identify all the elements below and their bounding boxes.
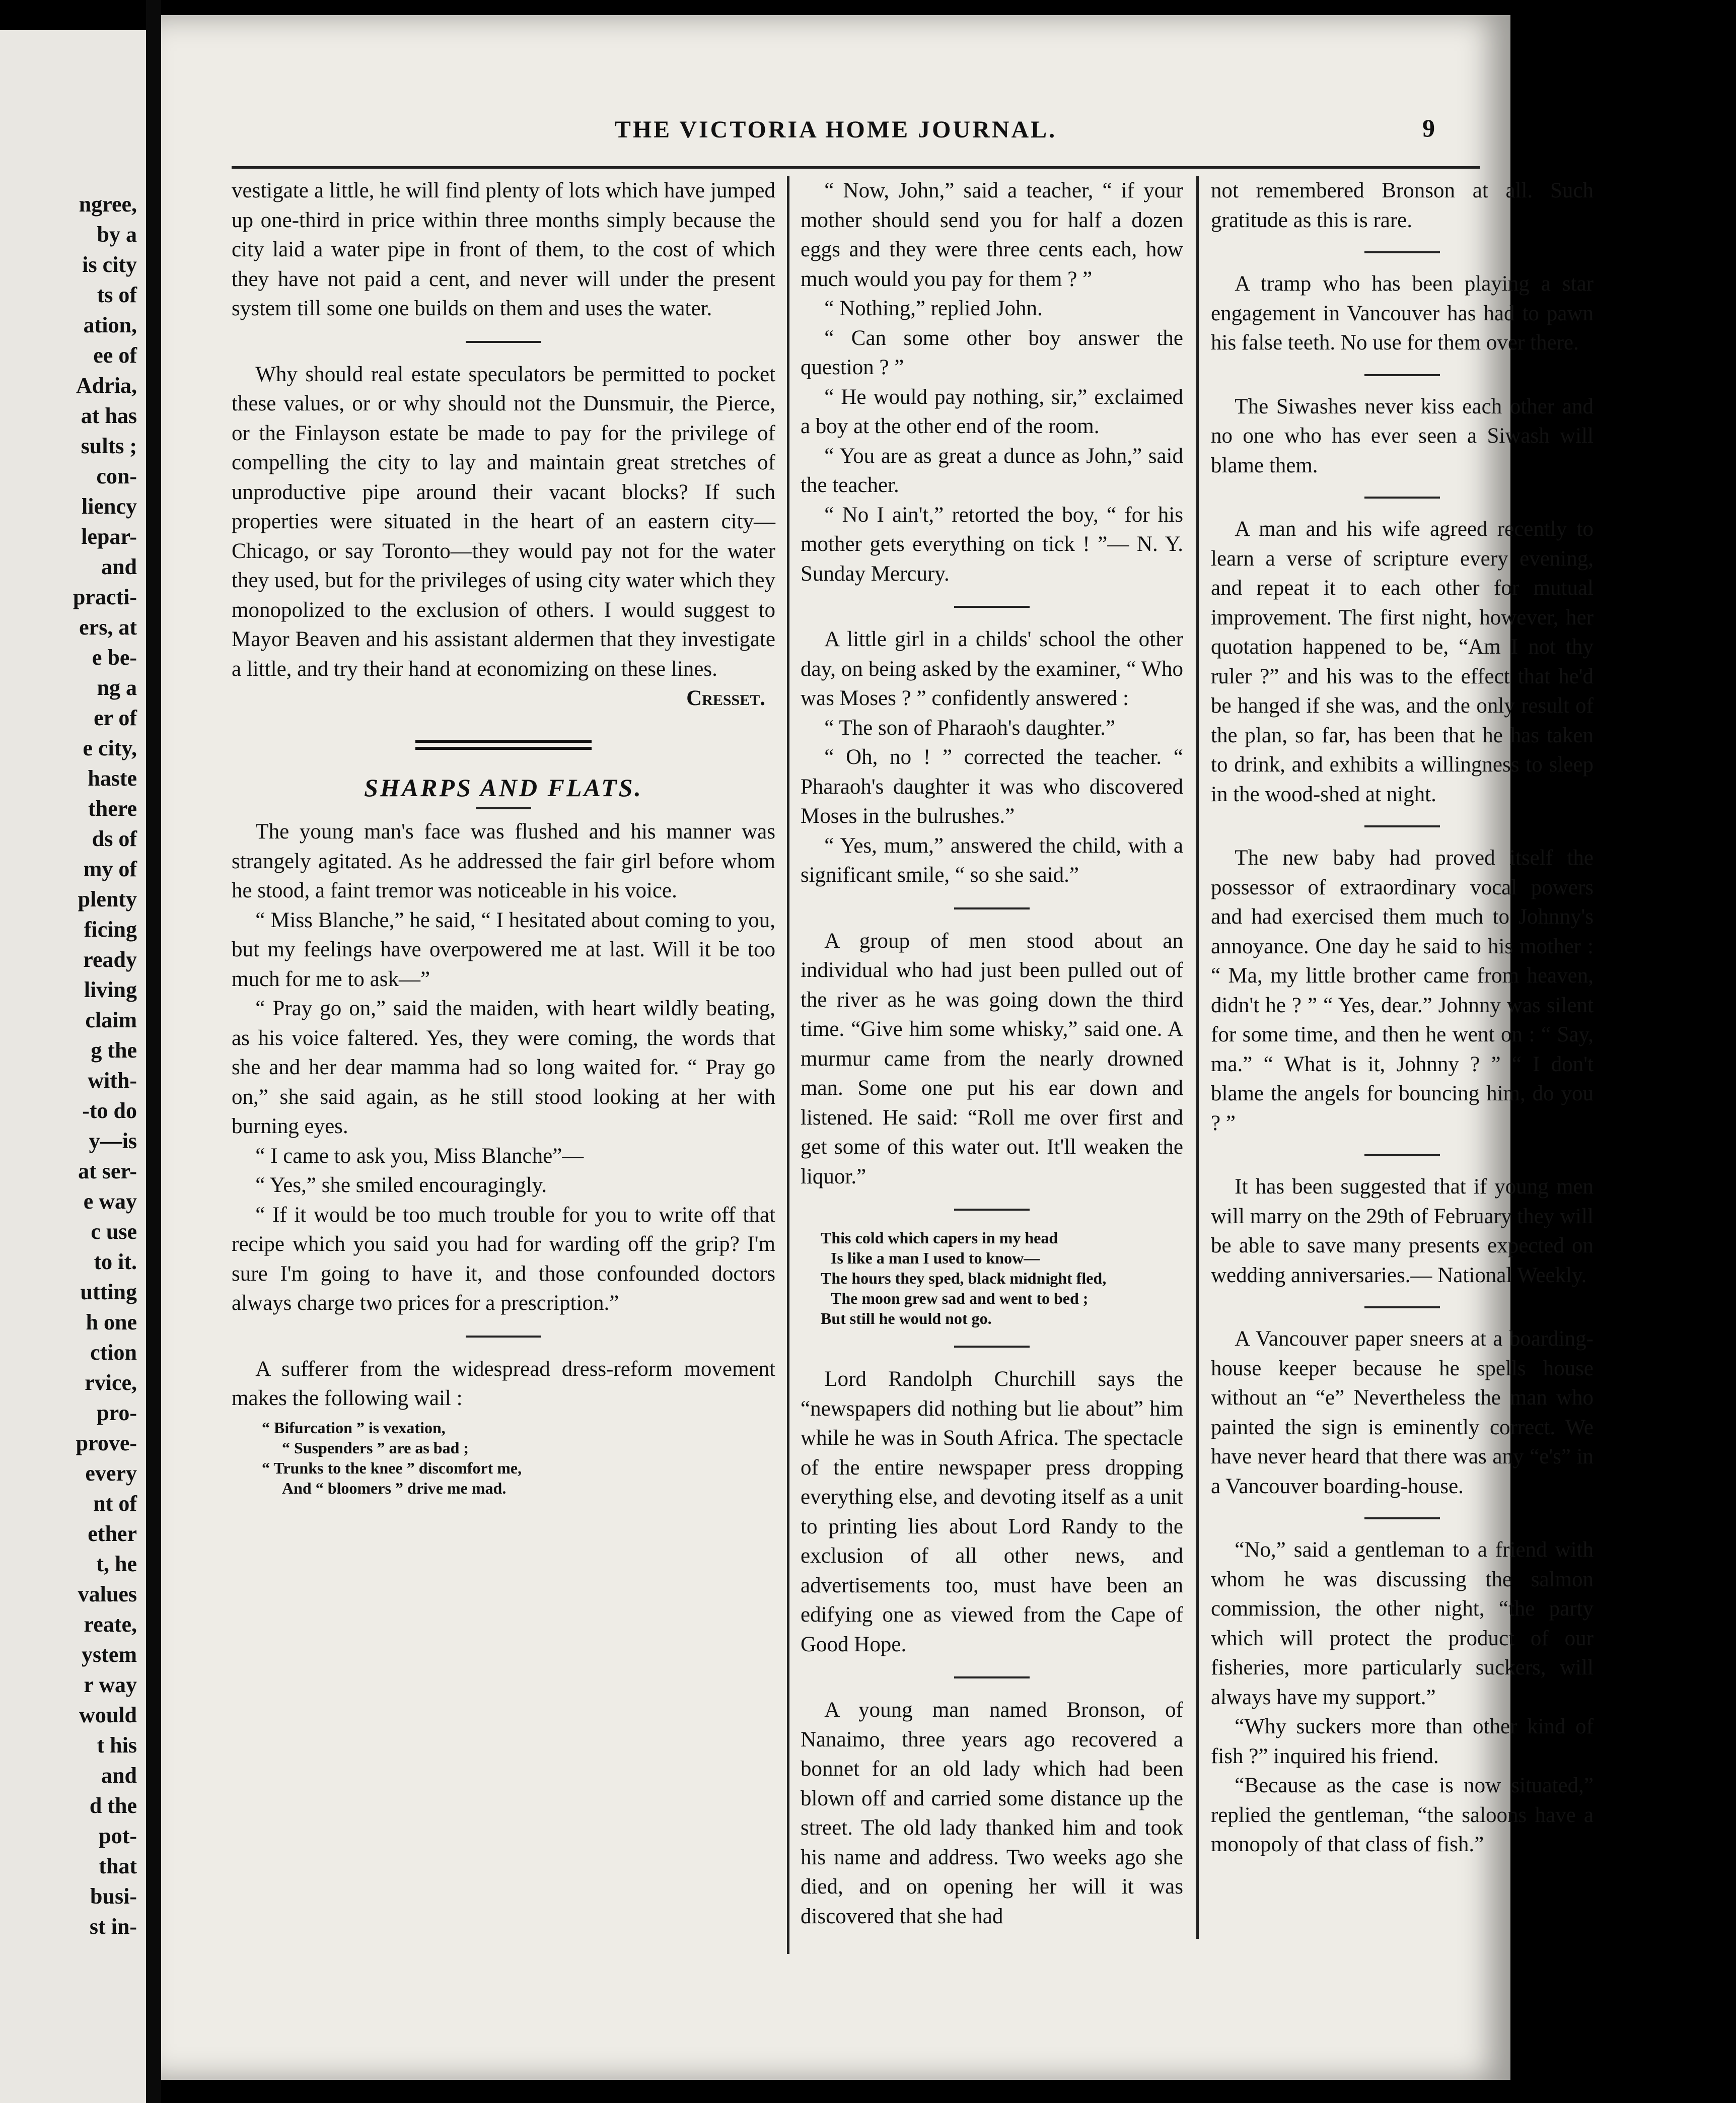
page-number: 9 xyxy=(1422,114,1435,142)
paragraph: “ He would pay nothing, sir,” exclaimed a boy at the other end of the room. xyxy=(801,385,1183,438)
fragment-line: to it. xyxy=(94,1249,137,1274)
fragment-line: that xyxy=(99,1854,137,1878)
separator-rule xyxy=(1364,1517,1440,1519)
fragment-line: and xyxy=(101,1763,137,1788)
fragment-line: pot- xyxy=(99,1824,137,1848)
column-rule xyxy=(787,176,789,1954)
fragment-line: Adria, xyxy=(76,373,137,398)
verse-line: But still he would not go. xyxy=(821,1309,992,1327)
fragment-line: by a xyxy=(97,222,137,247)
verse-line: “ Trunks to the knee ” discomfort me, xyxy=(262,1458,522,1477)
fragment-line: t his xyxy=(97,1733,137,1758)
fragment-line: plenty xyxy=(78,887,137,912)
fragment-line: ready xyxy=(83,947,137,972)
paragraph: A young man named Bronson, of Nanaimo, three years ago recovered a bonnet for an old lady which had been blown off and carried some distance up the street. The old lady thanked him and took his name and address. Two weeks ago she died, and on opening her will it was discovered that she had xyxy=(801,1698,1183,1928)
section-double-rule xyxy=(415,740,592,750)
fragment-line: liency xyxy=(82,494,137,519)
fragment-line: pro- xyxy=(97,1400,137,1425)
fragment-line: e be- xyxy=(92,645,137,670)
fragment-line: haste xyxy=(88,766,137,791)
paragraph: Lord Randolph Churchill says the “newspapers did nothing but lie about” him while he was in South Africa. The spectacle of the entire newspaper press dropping everything else, and devoting itself as a unit to printing lies about Lord Randy to the exclusion of all other news, and advertisements too, must have been an edifying one as viewed from the Cape of Good Hope. xyxy=(801,1367,1183,1656)
fragment-line: er of xyxy=(94,706,137,730)
paragraph: “ Can some other boy answer the question ? ” xyxy=(801,326,1183,379)
fragment-line: ficing xyxy=(84,917,137,942)
paragraph: “ I came to ask you, Miss Blanche”— xyxy=(255,1144,584,1168)
fragment-line: my of xyxy=(83,857,137,881)
fragment-line: e city, xyxy=(83,736,137,760)
separator-rule xyxy=(1364,251,1440,253)
newspaper-page xyxy=(161,15,1594,2080)
paragraph: vestigate a little, he will find plenty of lots which have jumped up one-third in price within three months simply because the city laid a water pipe in front of them, to the cost of which they have not paid a cent, and never will under the present system till some one builds on them and uses the water. xyxy=(232,179,775,320)
signature: Cresset. xyxy=(686,686,765,710)
paragraph: “ The son of Pharaoh's daughter.” xyxy=(824,716,1116,740)
fragment-line: practi- xyxy=(73,585,137,609)
paragraph: The young man's face was flushed and his manner was strangely agitated. As he addressed the fair girl before whom he stood, a faint tremor was noticeable in his voice. xyxy=(232,820,775,902)
fragment-line: ers, at xyxy=(79,615,137,640)
fragment-line: t, he xyxy=(96,1552,137,1576)
separator-rule xyxy=(1364,825,1440,827)
fragment-line: claim xyxy=(85,1008,137,1032)
separator-rule xyxy=(954,1209,1030,1211)
paragraph: A man and his wife agreed recently to learn a verse of scripture every evening, and repeat it to each other for mutual improvement. The first night, however, her quotation happened to be, “Am I not thy ruler ?” and his was to the effect that he'd be hanged if she was, and the only result of the plan, so far, has been that he has taken to drink, and exhibits a willingness to sleep in the wood-shed at night. xyxy=(1211,517,1594,806)
fragment-line: prove- xyxy=(76,1431,137,1455)
fragment-line: at ser- xyxy=(78,1159,137,1183)
paragraph: “ No I ain't,” retorted the boy, “ for his mother gets everything on tick ! ”— N. Y. Sunday Mercury. xyxy=(801,503,1183,586)
fragment-line: ether xyxy=(88,1521,137,1546)
fragment-line: ation, xyxy=(83,313,137,337)
paragraph: “ If it would be too much trouble for you to write off that recipe which you said you had for warding off the grip? I'm sure I'm going to have it, and those confounded doctors always charge two prices for a prescription.” xyxy=(232,1203,775,1315)
paragraph: “ You are as great a dunce as John,” said the teacher. xyxy=(801,444,1183,497)
paragraph: “ Nothing,” replied John. xyxy=(824,297,1043,320)
separator-rule xyxy=(476,807,531,809)
fragment-line: would xyxy=(79,1703,137,1727)
paragraph: The Siwashes never kiss each other and no one who has ever seen a Siwash will blame them. xyxy=(1211,394,1594,477)
paragraph: “No,” said a gentleman to a friend with whom he was discussing the salmon commission, the other night, “the party which will protect the product of our fisheries, more particularly suckers, will always have my support.” xyxy=(1211,1538,1594,1709)
fragment-line: ngree, xyxy=(79,192,137,217)
paragraph: “Why suckers more than other kind of fish ?” inquired his friend. xyxy=(1211,1715,1594,1768)
paragraph: “ Yes,” she smiled encouragingly. xyxy=(255,1173,547,1197)
verse xyxy=(262,1418,775,1498)
fragment-line: -to do xyxy=(82,1098,137,1123)
fragment-line: ystem xyxy=(82,1642,137,1667)
verse-line: “ Suspenders ” are as bad ; xyxy=(282,1438,469,1457)
fragment-line: e way xyxy=(83,1189,137,1214)
verse-line: Is like a man I used to know— xyxy=(831,1249,1040,1267)
paragraph: Why should real estate speculators be permitted to pocket these values, or or why should not the Dunsmuir, the Pierce, or the Finlayson estate be made to pay for the privilege of compelling the city to lay and maintain great stretches of unproductive pipe around their vacant blocks? If such properties were situated in the heart of an eastern city—Chicago, or say Toronto—they would pay not for the water they used, but for the privileges of using city water which they monopolized to the exclusion of others. I would suggest to Mayor Beaven and his assistant aldermen that they investigate a little, and try their hand at economizing on these lines. xyxy=(232,362,775,681)
fragment-line: h one xyxy=(86,1310,137,1335)
separator-rule xyxy=(954,907,1030,909)
separator-rule xyxy=(954,1676,1030,1678)
fragment-line: every xyxy=(85,1461,137,1486)
fragment-line: utting xyxy=(80,1280,137,1304)
paragraph: A sufferer from the widespread dress-reform movement makes the following wail : xyxy=(232,1357,775,1410)
verse xyxy=(821,1228,1183,1328)
paragraph: A tramp who has been playing a star engagement in Vancouver has had to pawn his false teeth. No use for them over there. xyxy=(1211,272,1594,355)
facing-page-fragment xyxy=(0,30,153,2103)
fragment-line: rvice, xyxy=(85,1370,137,1395)
fragment-line: living xyxy=(84,977,137,1002)
paragraph: The new baby had proved itself the possessor of extraordinary vocal powers and had exercised them much to Johnny's annoyance. One day he said to his mother : “ Ma, my little brother came from heaven, didn't he ? ” “ Yes, dear.” Johnny was silent for some time, and then he went on : “ Say, ma.” “ What is it, Johnny ? ” “ I don't blame the angels for bouncing him, do you ? ” xyxy=(1211,846,1594,1135)
paragraph: It has been suggested that if young men will marry on the 29th of February they will be able to save many presents expected on wedding anniversaries.— National Weekly. xyxy=(1211,1175,1594,1287)
paragraph: not remembered Bronson at all. Such gratitude as this is rare. xyxy=(1211,179,1594,232)
separator-rule xyxy=(1364,497,1440,499)
fragment-line: ee of xyxy=(93,343,137,368)
column-1 xyxy=(232,176,775,1503)
separator-rule xyxy=(466,1336,541,1338)
fragment-line: ng a xyxy=(97,675,137,700)
paragraph: “Because as the case is now situated,” replied the gentleman, “the saloons have a monopoly of that class of fish.” xyxy=(1211,1774,1594,1856)
verse-line: This cold which capers in my head xyxy=(821,1229,1058,1247)
fragment-line: ts of xyxy=(97,283,137,307)
fragment-line: st in- xyxy=(89,1914,137,1939)
verse-line: The moon grew sad and went to bed ; xyxy=(831,1289,1089,1307)
header-rule xyxy=(232,166,1480,169)
fragment-line: lepar- xyxy=(81,524,137,549)
fragment-line: g the xyxy=(91,1038,137,1063)
paragraph: “ Now, John,” said a teacher, “ if your mother should send you for half a dozen eggs and they were three cents each, how much would you pay for them ? ” xyxy=(801,179,1183,291)
separator-rule xyxy=(1364,1154,1440,1156)
separator-rule xyxy=(1364,1306,1440,1308)
paragraph: “ Oh, no ! ” corrected the teacher. “ Pharaoh's daughter it was who discovered Moses in the bulrushes.” xyxy=(801,745,1183,828)
fragment-line: r way xyxy=(84,1672,137,1697)
column-3 xyxy=(1211,176,1594,1860)
paragraph: “ Miss Blanche,” he said, “ I hesitated about coming to you, but my feelings have overpowered me at last. Will it be too much for me to ask—” xyxy=(232,908,775,991)
fragment-line: sults ; xyxy=(81,434,137,458)
fragment-line: ction xyxy=(90,1340,137,1365)
column-rule xyxy=(1196,176,1199,1939)
separator-rule xyxy=(1364,374,1440,376)
fragment-line: values xyxy=(78,1582,137,1606)
paragraph: A Vancouver paper sneers at a boarding-house keeper because he spells house without an “e” Nevertheless the man who painted the sign is eminently correct. We have never heard that there was any “e's” in a Vancouver boarding-house. xyxy=(1211,1327,1594,1498)
fragment-line: is city xyxy=(82,252,137,277)
fragment-line: nt of xyxy=(93,1491,137,1516)
fragment-line: reate, xyxy=(84,1612,137,1637)
paragraph: A little girl in a childs' school the other day, on being asked by the examiner, “ Who was Moses ? ” confidently answered : xyxy=(801,627,1183,710)
paragraph: “ Pray go on,” said the maiden, with heart wildly beating, as his voice faltered. Yes, they were coming, the words that she and her dear mamma had so long waited for. “ Pray go on,” she said again, as he still stood looking at her with burning eyes. xyxy=(232,997,775,1138)
running-head: THE VICTORIA HOME JOURNAL. xyxy=(614,116,1057,143)
separator-rule xyxy=(954,1346,1030,1348)
fragment-line: c use xyxy=(91,1219,137,1244)
fragment-line: y—is xyxy=(89,1129,137,1153)
section-title: SHARPS AND FLATS. xyxy=(364,773,643,802)
verse-line: The hours they sped, black midnight fled, xyxy=(821,1269,1107,1287)
fragment-line: con- xyxy=(96,464,137,488)
verse-line: And “ bloomers ” drive me mad. xyxy=(282,1479,507,1497)
fragment-line: with- xyxy=(88,1068,137,1093)
fragment-line: busi- xyxy=(90,1884,137,1909)
fragment-line: d the xyxy=(89,1793,137,1818)
verse-line: “ Bifurcation ” is vexation, xyxy=(262,1418,446,1437)
paragraph: A group of men stood about an individual who had just been pulled out of the river as he was going down the third time. “Give him some whisky,” said one. A murmur came from the nearly drowned man. Some one put his ear down and listened. He said: “Roll me over first and get some of this water out. It'll weaken the liquor.” xyxy=(801,929,1183,1188)
binding-gutter xyxy=(146,0,161,2103)
column-2 xyxy=(801,176,1183,1931)
fragment-line: ds of xyxy=(92,826,137,851)
fragment-line: and xyxy=(101,554,137,579)
separator-rule xyxy=(954,606,1030,608)
separator-rule xyxy=(466,341,541,343)
paragraph: “ Yes, mum,” answered the child, with a significant smile, “ so she said.” xyxy=(801,833,1183,887)
fragment-line: at has xyxy=(81,403,137,428)
fragment-line: there xyxy=(88,796,137,821)
